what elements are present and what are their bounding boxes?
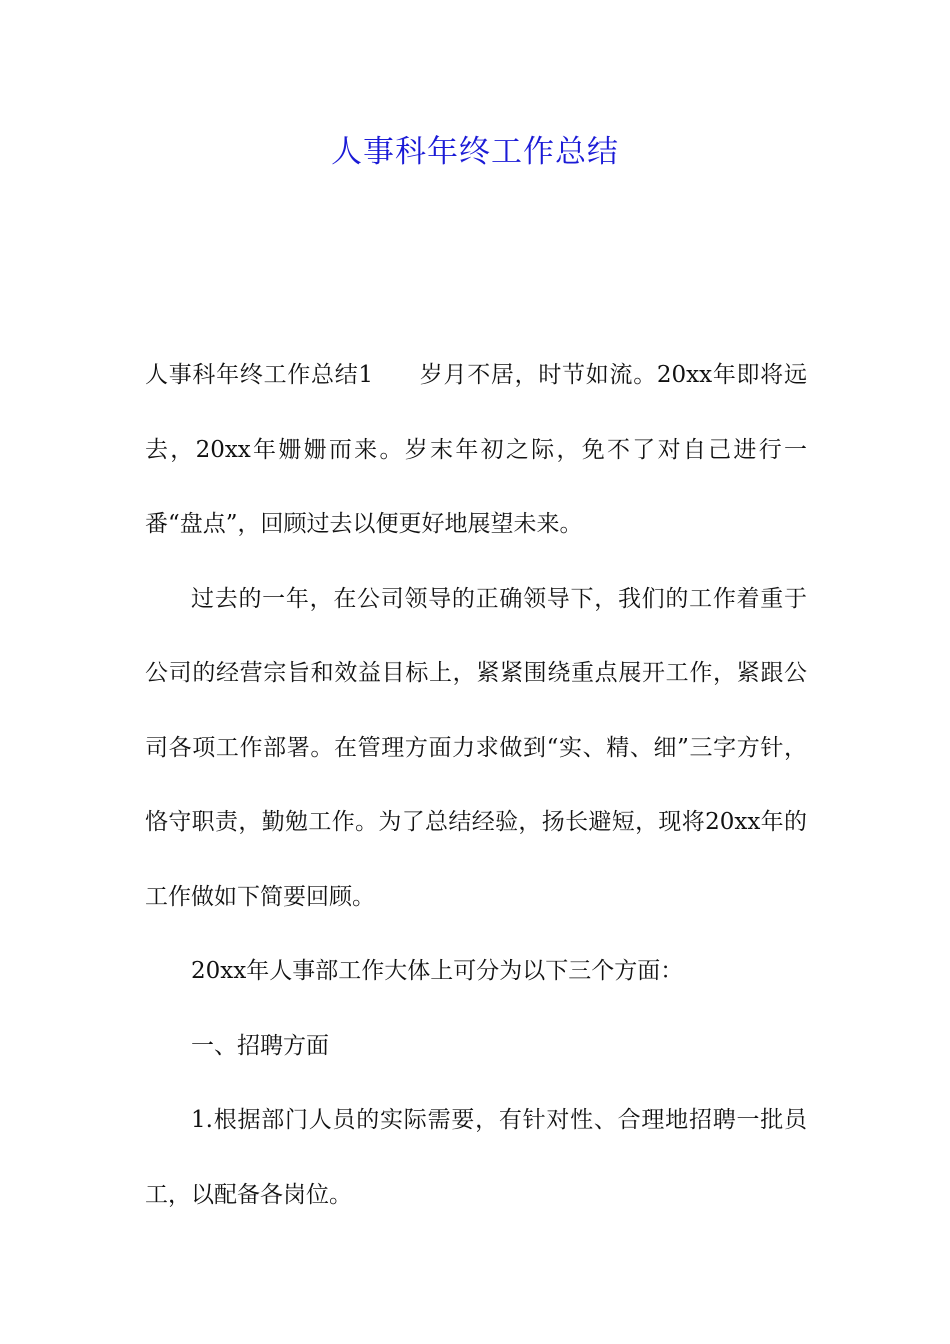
paragraph-recruitment-item-1: 1.根据部门人员的实际需要，有针对性、合理地招聘一批员工，以配备各岗位。 [145,1107,807,1208]
section-heading: 人事科年终工作总结1 [145,362,374,388]
paragraph-intro-text: 岁月不居，时节如流。20xx年即将远去，20xx年姗姗而来。岁末年初之际，免不了对自己进行一番“盘点”，回顾过去以便更好地展望未来。 [145,362,807,537]
document-body [145,338,807,1232]
section-recruitment-heading: 一、招聘方面 [191,1032,329,1059]
paragraph-overview: 20xx年人事部工作大体上可分为以下三个方面： [191,958,684,984]
paragraph-review: 过去的一年，在公司领导的正确领导下，我们的工作着重于公司的经营宗旨和效益目标上，紧紧围绕重点展开工作，紧跟公司各项工作部署。在管理方面力求做到“实、精、细”三字方针，恪守职责，勤勉工作。为了总结经验，扬长避短，现将20xx年的工作做如下简要回顾。 [145,585,807,910]
paragraph-intro [145,338,807,562]
document-title: 人事科年终工作总结 [331,134,619,170]
